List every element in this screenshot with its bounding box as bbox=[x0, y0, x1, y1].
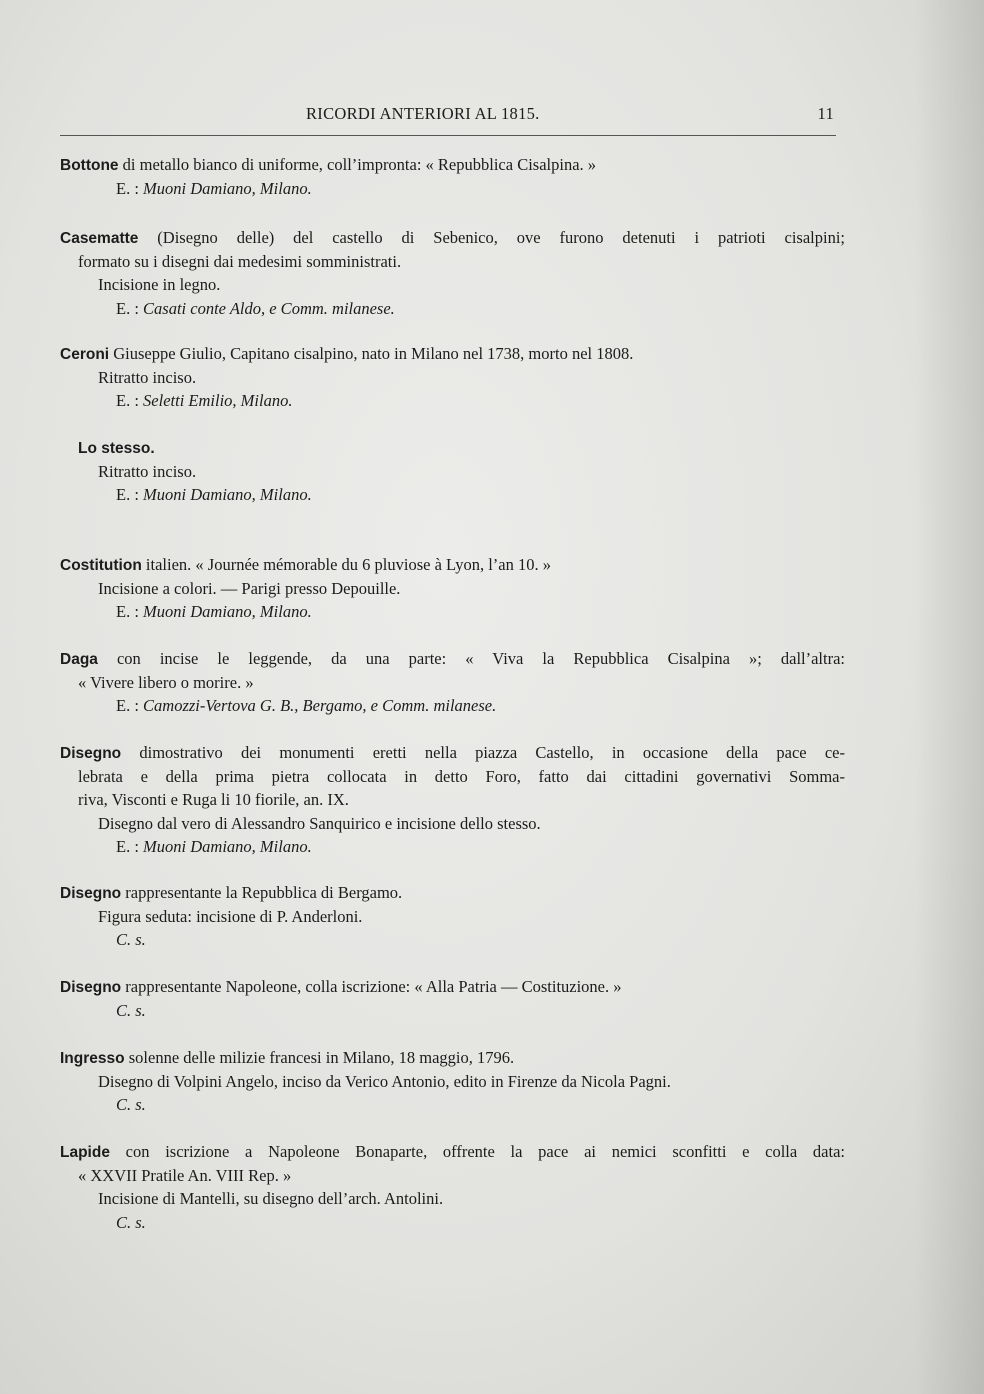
entry-technique: Ritratto inciso. bbox=[98, 462, 197, 482]
entry-owner: C. s. bbox=[116, 1212, 146, 1232]
header-title: RICORDI ANTERIORI AL 1815. bbox=[306, 104, 540, 123]
entry-description-cont: riva, Visconti e Ruga li 10 fiorile, an. IX. bbox=[78, 790, 349, 810]
entry-description: solenne delle milizie francesi in Milano, 18 maggio, 1796. bbox=[124, 1048, 515, 1067]
entry-owner: Seletti Emilio, Milano. bbox=[143, 391, 293, 411]
entry-term: Daga bbox=[60, 651, 98, 668]
catalog-entry bbox=[60, 647, 845, 718]
entry-term: Disegno bbox=[60, 979, 122, 996]
catalog-entry bbox=[60, 226, 845, 320]
entry-description: dimostrativo dei monumenti eretti nella piazza Castello, in occasione della pace ce- bbox=[121, 743, 845, 762]
owner-prefix: E. : bbox=[116, 696, 144, 716]
entry-technique: Disegno dal vero di Alessandro Sanquirico e incisione dello stesso. bbox=[98, 813, 541, 833]
entry-owner: Muoni Damiano, Milano. bbox=[143, 179, 312, 199]
entry-technique: Disegno di Volpini Angelo, inciso da Verico Antonio, edito in Firenze da Nicola Pagni. bbox=[98, 1072, 671, 1092]
owner-prefix: E. : bbox=[116, 836, 144, 856]
entry-description-cont: lebrata e della prima pietra collocata in detto Foro, fatto dai cittadini governativi Somma- bbox=[78, 767, 845, 787]
catalog-entry bbox=[60, 553, 845, 624]
owner-prefix: E. : bbox=[116, 179, 144, 199]
entry-owner: C. s. bbox=[116, 1095, 146, 1115]
entry-description: rappresentante la Repubblica di Bergamo. bbox=[121, 883, 403, 902]
owner-prefix: E. : bbox=[116, 391, 144, 411]
catalog-entry bbox=[60, 881, 845, 952]
catalog-entry bbox=[60, 741, 845, 858]
entry-description: (Disegno delle) del castello di Sebenico, ove furono detenuti i patrioti cisalpini; bbox=[138, 228, 845, 247]
catalog-entry bbox=[60, 1046, 845, 1117]
catalog-entry bbox=[60, 975, 845, 1022]
catalog-entry bbox=[60, 1140, 845, 1234]
entry-technique: Incisione in legno. bbox=[98, 275, 221, 295]
entry-owner: Camozzi-Vertova G. B., Bergamo, e Comm. milanese. bbox=[143, 696, 497, 716]
catalog-entry bbox=[60, 436, 845, 507]
entry-owner: C. s. bbox=[116, 930, 146, 950]
owner-prefix: E. : bbox=[116, 485, 144, 505]
entry-term: Casematte bbox=[60, 230, 139, 247]
entry-term: Ceroni bbox=[60, 346, 110, 363]
entry-description: italien. « Journée mémorable du 6 pluviose à Lyon, l’an 10. » bbox=[141, 555, 551, 574]
entry-term: Lo stesso. bbox=[78, 440, 155, 457]
entry-technique: Ritratto inciso. bbox=[98, 368, 197, 388]
owner-prefix: E. : bbox=[116, 602, 144, 622]
entry-technique: Incisione di Mantelli, su disegno dell’arch. Antolini. bbox=[98, 1189, 444, 1209]
entry-description: con iscrizione a Napoleone Bonaparte, offrente la pace ai nemici sconfitti e colla data: bbox=[109, 1142, 845, 1161]
entry-description: rappresentante Napoleone, colla iscrizione: « Alla Patria — Costituzione. » bbox=[121, 977, 622, 996]
entry-description: con incise le leggende, da una parte: « Viva la Repubblica Cisalpina »; dall’altra: bbox=[97, 649, 845, 668]
entry-owner: Muoni Damiano, Milano. bbox=[143, 602, 312, 622]
entry-owner: Casati conte Aldo, e Comm. milanese. bbox=[143, 298, 395, 318]
header-rule bbox=[60, 135, 836, 136]
entry-term: Costitution bbox=[60, 557, 142, 574]
entry-owner: Muoni Damiano, Milano. bbox=[143, 485, 312, 505]
running-header bbox=[60, 104, 836, 128]
entry-owner: Muoni Damiano, Milano. bbox=[143, 836, 312, 856]
owner-prefix: E. : bbox=[116, 298, 144, 318]
entry-term: Lapide bbox=[60, 1144, 110, 1161]
entry-term: Disegno bbox=[60, 745, 122, 762]
page-edge-shadow bbox=[914, 0, 984, 1394]
entry-owner: C. s. bbox=[116, 1001, 146, 1021]
entry-description-cont: « XXVII Pratile An. VIII Rep. » bbox=[78, 1166, 292, 1186]
catalog-entry bbox=[60, 153, 845, 200]
entry-term: Ingresso bbox=[60, 1050, 125, 1067]
entry-technique: Figura seduta: incisione di P. Anderloni. bbox=[98, 907, 363, 927]
entry-description: Giuseppe Giulio, Capitano cisalpino, nato in Milano nel 1738, morto nel 1808. bbox=[109, 344, 634, 363]
entry-description-cont: formato su i disegni dai medesimi somministrati. bbox=[78, 252, 402, 272]
page-number: 11 bbox=[817, 104, 834, 123]
catalog-entry bbox=[60, 342, 845, 413]
entry-term: Disegno bbox=[60, 885, 122, 902]
entry-description-cont: « Vivere libero o morire. » bbox=[78, 673, 254, 693]
entry-technique: Incisione a colori. — Parigi presso Depouille. bbox=[98, 579, 401, 599]
entry-description: di metallo bianco di uniforme, coll’impronta: « Repubblica Cisalpina. » bbox=[118, 155, 597, 174]
entry-term: Bottone bbox=[60, 157, 119, 174]
